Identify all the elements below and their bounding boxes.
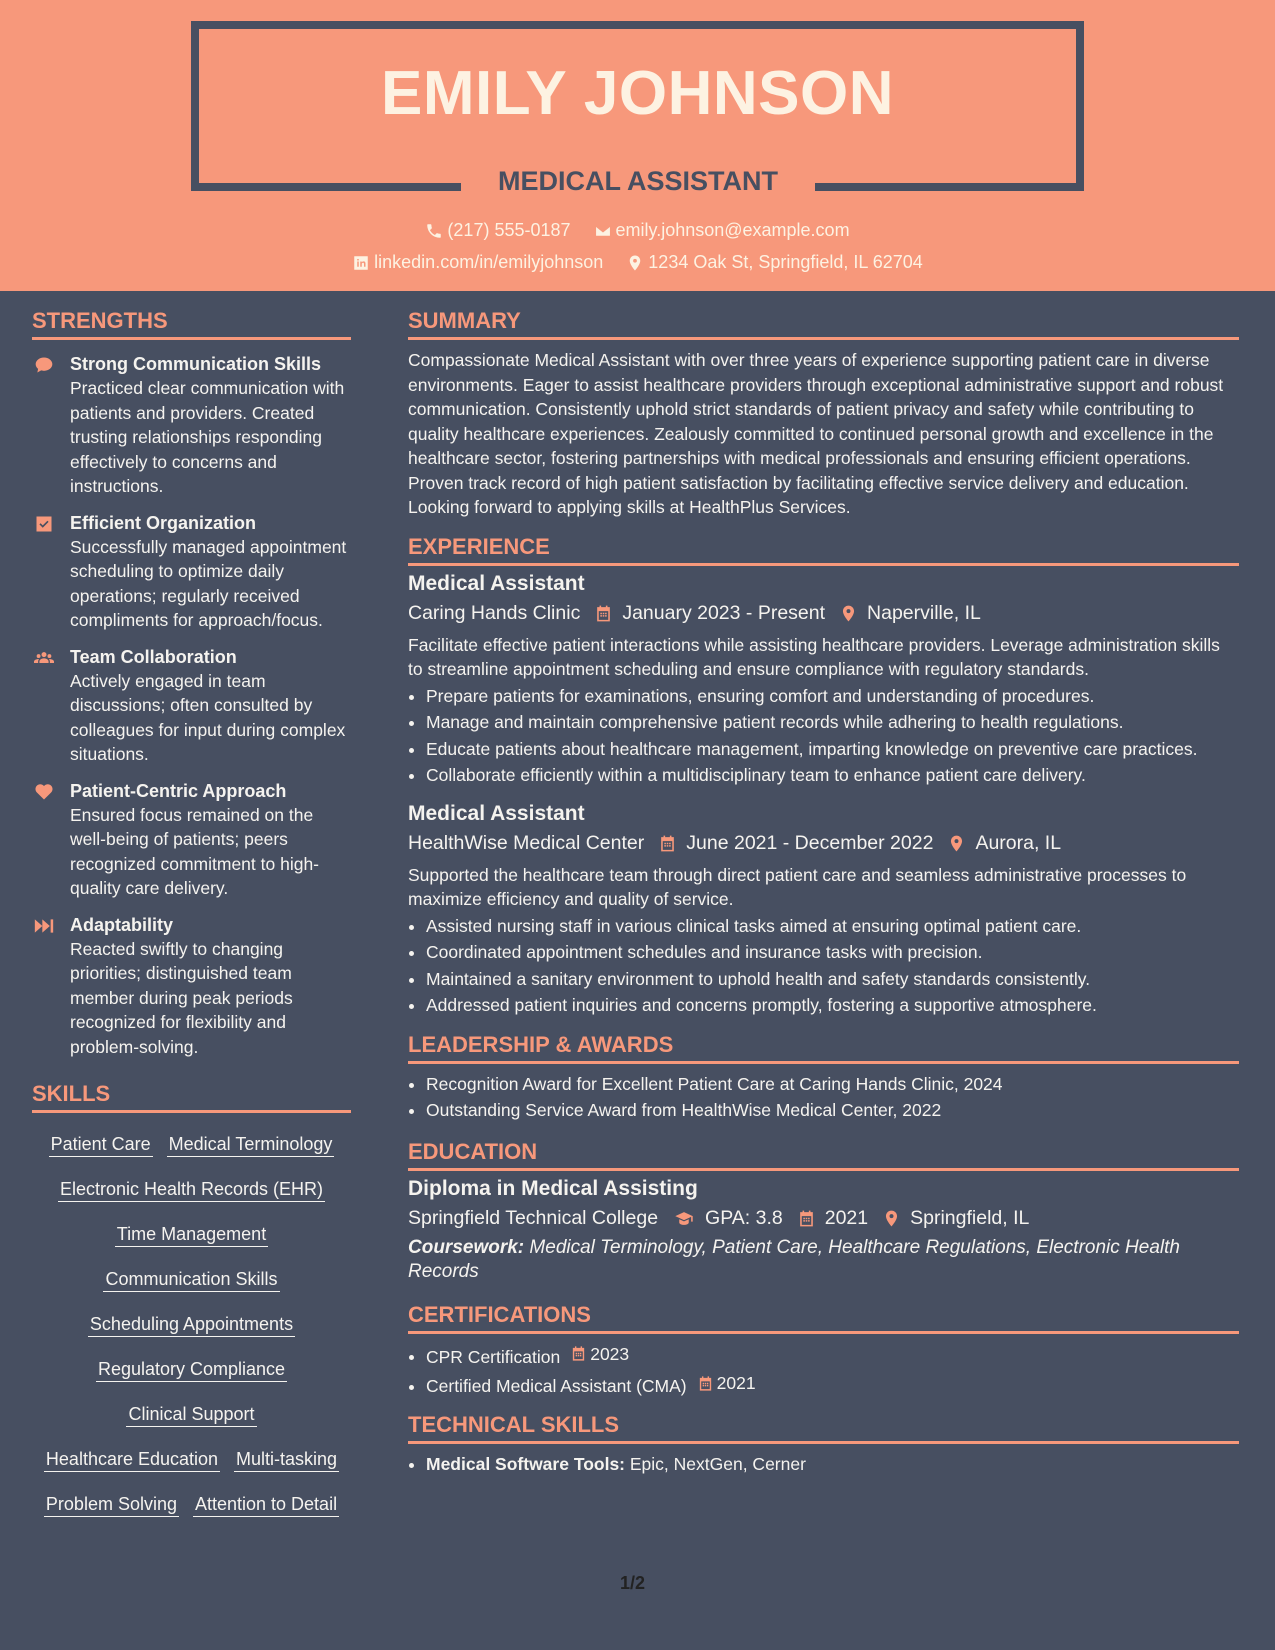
- education-location: Springfield, IL: [910, 1206, 1030, 1229]
- job-bullet: • Collaborate efficiently within a multidisciplinary team to enhance patient care delivery.: [426, 763, 1239, 788]
- users-icon: [34, 648, 54, 668]
- phone-icon: [425, 222, 443, 240]
- coursework-label: Coursework:: [408, 1236, 525, 1258]
- strength-item: [32, 511, 351, 633]
- strength-icon-wrap: [32, 779, 70, 901]
- email-contact[interactable]: [594, 220, 850, 241]
- job-desc: Supported the healthcare team through direct patient care and seamless administrative processes to maximize efficiency and quality of service.: [408, 864, 1187, 909]
- heart-icon: [34, 782, 54, 802]
- job-meta: [408, 602, 1239, 625]
- strength-icon-wrap: [32, 511, 70, 633]
- certification-year: 2021: [716, 1372, 756, 1393]
- strength-desc: Actively engaged in team discussions; often consulted by colleagues for input during complex situations.: [70, 670, 346, 764]
- skills-row: [32, 1258, 351, 1303]
- linkedin-icon: [352, 254, 370, 272]
- linkedin-text: linkedin.com/in/emilyjohnson: [374, 252, 604, 272]
- envelope-icon: [594, 222, 612, 240]
- education-degree: Diploma in Medical Assisting: [408, 1176, 698, 1200]
- strength-title: Adaptability: [70, 914, 174, 935]
- skills-row: [32, 1168, 351, 1213]
- education-school: Springfield Technical College: [408, 1206, 659, 1229]
- coursework-text: Medical Terminology, Patient Care, Healthcare Regulations, Electronic Health Records: [408, 1236, 1180, 1282]
- job-location-item: [839, 602, 981, 625]
- job-company-item: [408, 602, 580, 625]
- strength-item: [32, 913, 351, 1060]
- job-bullet: • Assisted nursing staff in various clinical tasks aimed at ensuring optimal patient care.: [426, 914, 1239, 939]
- job-desc: Facilitate effective patient interactions while assisting healthcare providers. Leverage administration skills to streamline appointment scheduling and ensure compliance with regulatory standards.: [408, 634, 1220, 679]
- skills-row: [32, 1393, 351, 1438]
- certification-year-item: [570, 1342, 629, 1367]
- skill-tag: Problem Solving: [44, 1492, 179, 1517]
- strength-title: Patient-Centric Approach: [70, 780, 287, 801]
- skill-tag: Attention to Detail: [193, 1492, 339, 1517]
- jobs-list: [408, 572, 1239, 1018]
- checkbox-icon: [34, 514, 54, 534]
- strength-desc: Ensured focus remained on the well-being of patients; peers recognized commitment to high-quality care delivery.: [70, 804, 319, 898]
- strength-body: [70, 645, 351, 767]
- strengths-heading: STRENGTHS: [32, 308, 351, 340]
- skills-list: [32, 1123, 351, 1528]
- certification-item: [426, 1342, 1239, 1369]
- job-location: Aurora, IL: [975, 831, 1062, 854]
- summary-heading: SUMMARY: [408, 308, 1239, 340]
- strength-title: Strong Communication Skills: [70, 354, 322, 374]
- map-pin-icon: [947, 834, 966, 853]
- job-dates-item: [658, 832, 933, 855]
- skill-tag: Healthcare Education: [44, 1447, 220, 1472]
- left-column: [32, 291, 351, 1528]
- education-location-item: [882, 1207, 1029, 1230]
- experience-heading: EXPERIENCE: [408, 534, 1239, 566]
- award-item: • Recognition Award for Excellent Patient Care at Caring Hands Clinic, 2024: [426, 1072, 1239, 1097]
- job-title: Medical Assistant: [408, 571, 585, 595]
- strength-desc: Reacted swiftly to changing priorities; distinguished team member during peak periods recognized for flexibility and problem-solving.: [70, 938, 293, 1057]
- education-meta: [408, 1207, 1239, 1230]
- fast-forward-icon: [34, 916, 54, 936]
- skill-tag: Patient Care: [49, 1132, 153, 1157]
- header-frame-bottom-left: [191, 183, 461, 191]
- phone-contact[interactable]: [425, 220, 570, 241]
- job-bullet: • Educate patients about healthcare management, imparting knowledge on preventive care practices.: [426, 737, 1239, 762]
- strength-body: [70, 779, 351, 901]
- skill-tag: Medical Terminology: [167, 1132, 335, 1157]
- job-company: Caring Hands Clinic: [408, 601, 581, 624]
- job-bullet: • Addressed patient inquiries and concerns promptly, fostering a supportive atmosphere.: [426, 993, 1239, 1018]
- job-bullets: [426, 914, 1239, 1018]
- job-location: Naperville, IL: [867, 601, 981, 624]
- header-frame-bottom-right: [815, 183, 1084, 191]
- calendar-icon: [570, 1345, 587, 1362]
- job-entry: [408, 572, 1239, 788]
- strength-icon-wrap: [32, 645, 70, 767]
- candidate-title: MEDICAL ASSISTANT: [497, 166, 778, 196]
- job-bullet: • Coordinated appointment schedules and insurance tasks with precision.: [426, 940, 1239, 965]
- technical-skills-heading: TECHNICAL SKILLS: [408, 1412, 1239, 1444]
- technical-skills-list: [426, 1452, 1239, 1477]
- email-text: emily.johnson@example.com: [615, 220, 850, 240]
- skill-tag: Clinical Support: [126, 1402, 256, 1427]
- certification-year-item: [697, 1371, 756, 1396]
- skills-heading: SKILLS: [32, 1081, 351, 1113]
- education-school-item: [408, 1207, 658, 1230]
- award-item: • Outstanding Service Award from HealthWise Medical Center, 2022: [426, 1098, 1239, 1123]
- calendar-icon: [658, 834, 677, 853]
- certification-name: CPR Certification: [426, 1346, 561, 1367]
- skill-tag: Time Management: [115, 1222, 268, 1247]
- skill-tag: Electronic Health Records (EHR): [58, 1177, 325, 1202]
- job-location-item: [947, 832, 1061, 855]
- job-company-item: [408, 832, 644, 855]
- strengths-list: [32, 352, 351, 1059]
- certifications-list: [426, 1342, 1239, 1399]
- education-year: 2021: [824, 1206, 869, 1229]
- job-bullet: • Prepare patients for examinations, ensuring comfort and understanding of procedures.: [426, 684, 1239, 709]
- certification-year: 2023: [590, 1343, 630, 1364]
- awards-heading: LEADERSHIP & AWARDS: [408, 1032, 1239, 1064]
- strength-title: Team Collaboration: [70, 646, 237, 667]
- calendar-icon: [797, 1209, 816, 1228]
- strength-item: [32, 352, 351, 499]
- certification-item: [426, 1371, 1239, 1398]
- phone-text: (217) 555-0187: [447, 220, 571, 240]
- skills-row: [32, 1348, 351, 1393]
- map-pin-icon: [882, 1209, 901, 1228]
- job-bullet: • Maintained a sanitary environment to uphold health and safety standards consistently.: [426, 967, 1239, 992]
- skill-tag: Communication Skills: [103, 1267, 279, 1292]
- resume-header: [0, 0, 1275, 291]
- candidate-name: EMILY JOHNSON: [381, 59, 894, 128]
- job-dates: June 2021 - December 2022: [686, 831, 934, 854]
- skill-tag: Scheduling Appointments: [88, 1312, 295, 1337]
- certification-name: Certified Medical Assistant (CMA): [426, 1375, 687, 1396]
- job-bullets: [426, 684, 1239, 788]
- technical-skill-label: Medical Software Tools:: [426, 1454, 626, 1474]
- contact-row-1: [0, 220, 1275, 245]
- certifications-heading: CERTIFICATIONS: [408, 1302, 1239, 1334]
- map-pin-icon: [839, 604, 858, 623]
- strength-title: Efficient Organization: [70, 512, 257, 533]
- skills-row: [32, 1213, 351, 1258]
- education-heading: EDUCATION: [408, 1139, 1239, 1171]
- job-entry: [408, 802, 1239, 1018]
- contact-row-2: [0, 252, 1275, 277]
- strength-icon-wrap: [32, 913, 70, 1060]
- graduation-cap-icon: [672, 1209, 696, 1228]
- strength-body: [70, 913, 351, 1060]
- technical-skill-value: Epic, NextGen, Cerner: [625, 1454, 806, 1474]
- technical-skill-item: [426, 1452, 1239, 1477]
- education-gpa: GPA: 3.8: [705, 1206, 783, 1229]
- map-pin-icon: [626, 254, 644, 272]
- strength-item: [32, 645, 351, 767]
- strength-body: [70, 511, 351, 633]
- right-column: [408, 291, 1239, 1477]
- strength-desc: Practiced clear communication with patients and providers. Created trusting relationships responding effectively to concerns and instructions.: [70, 378, 345, 496]
- summary-text: Compassionate Medical Assistant with over three years of experience supporting patient care in diverse environments. Eager to assist healthcare providers through exceptional administrative support and robust communication. Consistently uphold strict standards of patient privacy and safety while contributing to quality healthcare experiences. Zealously committed to continued personal growth and excellence in the healthcare sector, fostering partnerships with medical professionals and ensuring efficient operations. Proven track record of high patient satisfaction by facilitating effective service delivery and education. Looking forward to applying skills at HealthPlus Services.: [408, 350, 1224, 517]
- job-title: Medical Assistant: [408, 801, 585, 825]
- calendar-icon: [594, 604, 613, 623]
- job-meta: [408, 832, 1239, 855]
- strength-body: [70, 352, 351, 499]
- skills-row: [32, 1303, 351, 1348]
- job-dates-item: [594, 602, 825, 625]
- speech-bubble-icon: [34, 355, 54, 375]
- education-gpa-item: [672, 1207, 783, 1230]
- awards-list: [426, 1072, 1239, 1123]
- skill-tag: Regulatory Compliance: [96, 1357, 287, 1382]
- job-bullet: • Manage and maintain comprehensive patient records while adhering to health regulations.: [426, 710, 1239, 735]
- education-coursework: [408, 1236, 1239, 1284]
- skills-row: [32, 1438, 351, 1483]
- calendar-icon: [697, 1375, 714, 1392]
- skills-row: [32, 1483, 351, 1528]
- page-number: 1/2: [620, 1573, 646, 1593]
- linkedin-contact[interactable]: [352, 252, 603, 273]
- strength-item: [32, 779, 351, 901]
- strength-icon-wrap: [32, 352, 70, 499]
- address-text: 1234 Oak St, Springfield, IL 62704: [648, 252, 923, 272]
- job-dates: January 2023 - Present: [622, 601, 826, 624]
- strength-desc: Successfully managed appointment scheduling to optimize daily operations; regularly received compliments for approach/focus.: [70, 536, 347, 630]
- skill-tag: Multi-tasking: [234, 1447, 339, 1472]
- education-year-item: [797, 1207, 868, 1230]
- skills-row: [32, 1123, 351, 1168]
- job-company: HealthWise Medical Center: [408, 831, 645, 854]
- address-contact: [626, 252, 923, 273]
